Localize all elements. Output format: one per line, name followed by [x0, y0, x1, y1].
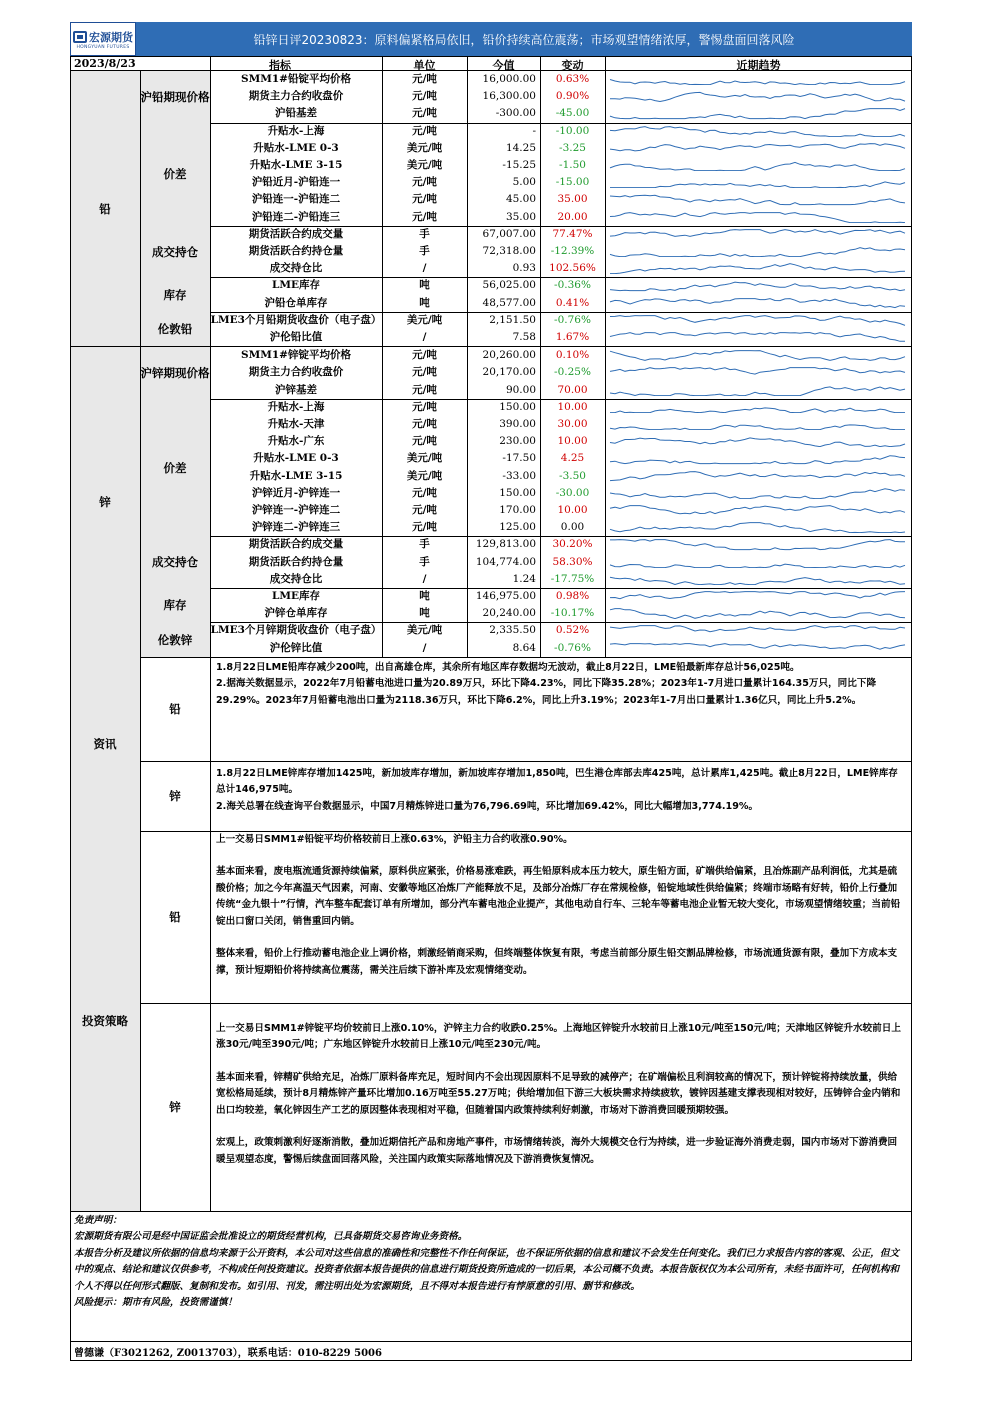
change-value: 0.00 — [560, 521, 585, 534]
current-value: 20,170.00 — [482, 366, 536, 379]
trend-sparkline — [609, 212, 906, 223]
row-divider — [70, 1341, 912, 1342]
change-value: 10.00 — [557, 435, 588, 448]
indicator-name: 沪铅连一-沪铅连二 — [251, 193, 341, 206]
unit-value: 手 — [419, 245, 430, 257]
current-value: 72,318.00 — [482, 245, 536, 257]
group-label: 价差 — [163, 167, 187, 182]
unit-value: 元/吨 — [412, 90, 437, 103]
current-value: 16,300.00 — [482, 90, 536, 103]
group-label: 成交持仓 — [152, 244, 198, 259]
current-value: 2,335.50 — [489, 624, 536, 637]
indicator-name: 成交持仓比 — [269, 262, 323, 275]
trend-sparkline — [609, 385, 906, 396]
trend-sparkline — [609, 74, 906, 85]
unit-value: 吨 — [419, 296, 430, 309]
unit-value: 吨 — [419, 279, 430, 292]
indicator-name: 升贴水-LME 0-3 — [253, 141, 339, 154]
strategy-zinc-text — [216, 1021, 904, 1185]
header-unit: 单位 — [413, 59, 436, 72]
current-value: 5.00 — [512, 176, 536, 189]
unit-value: / — [422, 331, 427, 343]
current-value: 48,577.00 — [482, 296, 536, 309]
current-value: -300.00 — [495, 107, 536, 120]
disclaimer-line: 本报告分析及建议所依据的信息均来源于公开资料，本公司对这些信息的准确性和完整性不作任何保证，也不保证所依据的信息和建议不会发生任何变化。我们已力求报告内容的客观、公正，但文中的观点、结论和建议仅供参考，不构成任何投资建议。投资者依据本报告提供的信息进行期货投资所造成的一切后果，本公司概不负责。本报告版权仅为本公司所有，未经书面许可，任何机构和个人不得以任何形式翻版、复制和发布。如引用、刊发，需注明出处为宏源期货，且不得对本报告进行有悖原意的引用、删节和修改。 — [74, 1247, 900, 1292]
news-lead-text — [216, 660, 904, 710]
col-divider — [210, 71, 211, 346]
report-title: 铅锌日评20230823：原料偏紧格局依旧，铅价持续高位震荡；市场观望情绪浓厚，警惕盘面回落风险 — [136, 22, 912, 56]
current-value: 8.64 — [512, 641, 536, 654]
indicator-name: LME3个月锌期货收盘价（电子盘） — [210, 624, 382, 637]
indicator-name: SMM1#铅锭平均价格 — [241, 73, 351, 85]
current-value: 0.93 — [512, 262, 536, 275]
trend-sparkline — [609, 488, 906, 499]
current-value: 125.00 — [499, 521, 536, 534]
unit-value: 美元/吨 — [406, 159, 443, 171]
unit-value: 元/吨 — [412, 73, 437, 85]
current-value: 129,813.00 — [475, 538, 536, 551]
disclaimer-line: 风险提示：期市有风险，投资需谨慎！ — [74, 1297, 238, 1309]
disclaimer-title: 免责声明： — [74, 1214, 122, 1226]
indicator-name: LME库存 — [271, 279, 320, 292]
header-trend: 近期趋势 — [736, 59, 781, 72]
trend-sparkline — [609, 177, 906, 188]
group-label: 库存 — [163, 287, 187, 302]
unit-value: 元/吨 — [412, 400, 437, 413]
current-value: 7.58 — [512, 331, 536, 343]
current-value: 90.00 — [505, 383, 536, 396]
strategy-lead-text — [216, 832, 904, 996]
news-zinc-label: 锌 — [169, 788, 181, 803]
current-value: 20,260.00 — [482, 349, 536, 362]
disclaimer-block — [74, 1213, 906, 1312]
news-zinc-text — [216, 766, 904, 816]
change-value: 0.52% — [555, 624, 590, 637]
change-value: 20.00 — [557, 210, 588, 223]
indicator-name: SMM1#锌锭平均价格 — [241, 349, 351, 362]
current-value: 230.00 — [499, 435, 536, 448]
trend-sparkline — [609, 574, 906, 585]
change-value: -0.76% — [554, 641, 591, 654]
trend-sparkline — [609, 419, 906, 430]
unit-value: 元/吨 — [412, 366, 437, 379]
change-value: 35.00 — [557, 193, 588, 206]
trend-sparkline — [609, 608, 906, 619]
indicator-name: 期货活跃合约持仓量 — [248, 245, 344, 257]
indicator-name: 期货主力合约收盘价 — [248, 366, 344, 379]
current-value: 2,151.50 — [489, 313, 536, 326]
trend-sparkline — [609, 280, 906, 291]
change-value: 4.25 — [560, 452, 585, 465]
unit-value: 元/吨 — [412, 435, 437, 448]
indicator-name: 升贴水-上海 — [267, 400, 325, 413]
group-label: 伦敦铅 — [157, 321, 193, 336]
trend-sparkline — [609, 229, 906, 240]
current-value: 35.00 — [505, 210, 536, 223]
indicator-name: 沪锌仓单库存 — [264, 607, 328, 620]
trend-sparkline — [609, 332, 906, 343]
trend-sparkline — [609, 246, 906, 257]
unit-value: 美元/吨 — [406, 141, 443, 154]
change-value: -45.00 — [555, 107, 590, 120]
analyst-contact: 曾德谦（F3021262, Z0013703），联系电话：010-8229 5006 — [74, 1347, 382, 1359]
col-divider — [210, 56, 211, 70]
change-value: -12.39% — [550, 245, 595, 257]
news-lead-label: 铅 — [169, 701, 181, 716]
indicator-name: 沪伦铅比值 — [269, 331, 323, 343]
unit-value: 元/吨 — [412, 210, 437, 223]
current-value: - — [532, 124, 536, 137]
unit-value: 元/吨 — [412, 107, 437, 120]
header-change: 变动 — [561, 59, 584, 72]
change-value: 0.41% — [555, 296, 590, 309]
col-divider — [140, 831, 141, 1211]
trend-sparkline — [609, 350, 906, 361]
trend-sparkline — [609, 143, 906, 154]
change-value: -0.36% — [554, 279, 591, 292]
col-divider — [210, 347, 211, 657]
indicator-name: 沪铅近月-沪铅连一 — [251, 176, 341, 189]
change-value: 0.10% — [555, 349, 590, 362]
col-divider — [605, 56, 606, 657]
strategy-label: 投资策略 — [82, 1013, 128, 1028]
change-value: 1.67% — [555, 331, 590, 343]
unit-value: 吨 — [419, 607, 430, 620]
indicator-name: 期货活跃合约成交量 — [248, 227, 344, 240]
indicator-name: 沪锌近月-沪锌连一 — [251, 486, 341, 499]
col-divider — [140, 347, 141, 657]
unit-value: 元/吨 — [412, 176, 437, 189]
unit-value: 美元/吨 — [406, 624, 443, 637]
change-value: 0.90% — [555, 90, 590, 103]
trend-sparkline — [609, 557, 906, 568]
strategy-lead-para: 上一交易日SMM1#铅锭平均价格较前日上涨0.63%，沪铅主力合约收涨0.90%。 — [216, 833, 573, 845]
unit-value: 手 — [419, 227, 430, 240]
trend-sparkline — [609, 522, 906, 533]
change-value: -10.17% — [550, 607, 595, 620]
trend-sparkline — [609, 505, 906, 516]
logo-en-text: HONGYUAN FUTURES — [76, 44, 130, 50]
row-divider — [70, 1211, 912, 1212]
company-logo — [70, 22, 136, 56]
indicator-name: 升贴水-上海 — [267, 124, 325, 137]
trend-sparkline — [609, 160, 906, 171]
indicator-name: 升贴水-LME 3-15 — [249, 159, 343, 171]
indicator-name: LME库存 — [271, 590, 320, 602]
change-value: 102.56% — [549, 262, 596, 275]
change-value: -17.75% — [550, 572, 595, 585]
col-divider — [382, 56, 383, 657]
trend-sparkline — [609, 91, 906, 102]
trend-sparkline — [609, 402, 906, 413]
header-value: 今值 — [492, 59, 515, 72]
current-value: 56,025.00 — [482, 279, 536, 292]
group-label: 沪锌期现价格 — [140, 365, 210, 380]
trend-sparkline — [609, 315, 906, 326]
trend-sparkline — [609, 625, 906, 636]
strategy-zinc-para: 上一交易日SMM1#锌锭平均价较前日上涨0.10%，沪锌主力合约收跌0.25%。上海地区锌锭升水较前日上涨10元/吨至150元/吨；天津地区锌锭升水较前日上涨30元/吨至390元/吨；广东地区锌锭升水较前日上涨10元/吨至230元/吨。 — [216, 1022, 901, 1051]
unit-value: / — [422, 262, 427, 275]
section-label: 锌 — [99, 494, 111, 509]
unit-value: 手 — [419, 555, 430, 568]
unit-value: 元/吨 — [412, 349, 437, 362]
strategy-lead-label: 铅 — [169, 909, 181, 924]
change-value: 0.63% — [555, 73, 590, 85]
change-value: -10.00 — [555, 124, 590, 137]
unit-value: 元/吨 — [412, 124, 437, 137]
logo-icon — [73, 31, 87, 43]
current-value: 14.25 — [505, 141, 536, 154]
indicator-name: 沪铅仓单库存 — [264, 296, 328, 309]
header-date: 2023/8/23 — [74, 57, 136, 70]
news-zinc-item: 2.海关总署在线查询平台数据显示，中国7月精炼锌进口量为76,796.69吨，环比增加69.42%，同比大幅增加3,774.19%。 — [216, 800, 759, 812]
col-divider — [540, 56, 541, 657]
report-banner — [70, 22, 912, 56]
trend-sparkline — [609, 194, 906, 205]
unit-value: 元/吨 — [412, 193, 437, 206]
indicator-name: 期货活跃合约持仓量 — [248, 555, 344, 568]
indicator-name: 沪锌基差 — [275, 383, 317, 396]
change-value: -1.50 — [559, 159, 586, 171]
indicator-name: 沪伦锌比值 — [269, 641, 323, 654]
current-value: 170.00 — [499, 504, 536, 516]
indicator-name: 升贴水-LME 3-15 — [249, 469, 343, 482]
change-value: 58.30% — [552, 555, 593, 568]
group-label: 价差 — [163, 460, 187, 475]
change-value: 30.00 — [557, 418, 588, 430]
change-value: 70.00 — [557, 383, 588, 396]
unit-value: / — [422, 641, 427, 654]
trend-sparkline — [609, 539, 906, 550]
row-divider — [140, 761, 912, 762]
report-page — [70, 22, 912, 1364]
group-label: 沪铅期现价格 — [140, 89, 210, 104]
trend-sparkline — [609, 436, 906, 447]
current-value: -33.00 — [502, 469, 536, 482]
unit-value: 元/吨 — [412, 521, 437, 534]
current-value: 45.00 — [505, 193, 536, 206]
change-value: 10.00 — [557, 504, 588, 516]
col-divider — [140, 657, 141, 831]
group-label: 库存 — [163, 598, 187, 613]
col-divider — [140, 71, 141, 346]
section-label: 铅 — [99, 201, 111, 216]
trend-sparkline — [609, 263, 906, 274]
unit-value: 美元/吨 — [406, 469, 443, 482]
strategy-zinc-para: 宏观上，政策刺激利好逐渐消散，叠加近期信托产品和房地产事件，市场情绪转淡，海外大规模交仓行为持续，进一步验证海外消费走弱，国内市场对下游消费回暖呈观望态度，警惕后续盘面回落风险，关注国内政策实际落地情况及下游消费恢复情况。 — [216, 1137, 898, 1165]
trend-sparkline — [609, 126, 906, 137]
logo-cn-text: 宏源期货 — [89, 30, 133, 44]
current-value: 20,240.00 — [482, 607, 536, 620]
row-divider — [140, 1003, 912, 1004]
current-value: 390.00 — [499, 418, 536, 430]
trend-sparkline — [609, 108, 906, 119]
indicator-name: 期货活跃合约成交量 — [248, 538, 344, 551]
header-indicator: 指标 — [269, 59, 291, 72]
unit-value: 手 — [419, 538, 430, 551]
current-value: -15.25 — [502, 159, 536, 171]
indicator-name: 沪锌连二-沪锌连三 — [251, 521, 341, 534]
current-value: 16,000.00 — [482, 73, 536, 85]
current-value: 146,975.00 — [475, 590, 536, 602]
change-value: -0.25% — [554, 366, 591, 379]
unit-value: / — [422, 572, 427, 585]
indicator-name: 沪锌连一-沪锌连二 — [251, 504, 341, 516]
unit-value: 美元/吨 — [406, 313, 443, 326]
unit-value: 元/吨 — [412, 418, 437, 430]
current-value: 150.00 — [499, 400, 536, 413]
indicator-name: 升贴水-广东 — [267, 435, 325, 448]
indicator-name: 升贴水-LME 0-3 — [253, 452, 339, 465]
unit-value: 元/吨 — [412, 383, 437, 396]
col-divider — [210, 831, 211, 1211]
change-value: -0.76% — [554, 313, 591, 326]
strategy-zinc-label: 锌 — [169, 1099, 181, 1114]
unit-value: 元/吨 — [412, 486, 437, 499]
news-lead-item: 1.8月22日LME铅库存减少200吨，出自高雄仓库，其余所有地区库存数据均无波动，截止8月22日，LME铅最新库存总计56,025吨。 — [216, 661, 800, 673]
strategy-lead-para: 基本面来看，废电瓶流通货源持续偏紧，原料供应紧张，价格易涨难跌，再生铅原料成本压力较大，原生铅方面，矿端供给偏紧，且冶炼副产品利润低，尤其是硫酸价格；加之今年高温天气因素，河南、安徽等地区冶炼厂产能释放不足，及部分冶炼厂存在常规检修，铅锭地域性供给偏紧；终端市场略有好转，铅价上行叠加传统“金九银十”行情，汽车整车配套订单有所增加，部分汽车蓄电池企业提产，其他电动自行车、三轮车等蓄电池企业暂无较大变化，市场观望情绪较重；当前铅锭出口窗口关闭，销售重回内销。 — [216, 866, 901, 927]
indicator-name: 沪铅基差 — [275, 107, 317, 120]
trend-sparkline — [609, 367, 906, 378]
disclaimer-line: 宏源期货有限公司是经中国证监会批准设立的期货经营机构，已具备期货交易咨询业务资格。 — [74, 1231, 468, 1243]
unit-value: 美元/吨 — [406, 452, 443, 465]
indicator-name: 成交持仓比 — [269, 572, 323, 585]
current-value: 104,774.00 — [475, 555, 536, 568]
unit-value: 元/吨 — [412, 504, 437, 516]
group-label: 成交持仓 — [152, 555, 198, 570]
strategy-zinc-para: 基本面来看，锌精矿供给充足，冶炼厂原料备库充足，短时间内不会出现因原料不足导致的减停产；在矿端偏松且利润较高的情况下，预计锌锭将持续放量，供给宽松格局延续，预计8月精炼锌产量环比增加0.16万吨至55.27万吨；供给增加但下游三大板块需求持续疲软，镀锌因基建支撑表现相对较好，压铸锌合金内销和出口均较差，氧化锌因生产工艺的原因整体表现相对平稳，但随着国内政策持续利好刺激，市场对下游消费回暖预期较强。 — [216, 1071, 901, 1116]
current-value: 150.00 — [499, 486, 536, 499]
change-value: 77.47% — [552, 227, 593, 240]
change-value: 0.98% — [555, 590, 590, 602]
change-value: -15.00 — [555, 176, 590, 189]
col-divider — [467, 56, 468, 657]
news-label: 资讯 — [93, 736, 117, 751]
change-value: -3.25 — [559, 141, 586, 154]
indicator-name: 期货主力合约收盘价 — [248, 90, 344, 103]
change-value: 30.20% — [552, 538, 593, 551]
change-value: -3.50 — [559, 469, 586, 482]
trend-sparkline — [609, 298, 906, 309]
change-value: -30.00 — [555, 486, 590, 499]
change-value: 10.00 — [557, 400, 588, 413]
indicator-name: 沪铅连二-沪铅连三 — [251, 210, 341, 223]
indicator-name: 升贴水-天津 — [267, 418, 325, 430]
current-value: -17.50 — [502, 452, 536, 465]
strategy-lead-para: 整体来看，铅价上行推动蓄电池企业上调价格，刺激经销商采购，但终端整体恢复有限，考虑当前部分原生铅交割品牌检修，市场流通货源有限，叠加下方成本支撑，预计短期铅价将持续高位震荡，需关注后续下游补库及宏观情绪变动。 — [216, 948, 898, 976]
trend-sparkline — [609, 471, 906, 482]
col-divider — [210, 657, 211, 831]
news-lead-item: 2.据海关数据显示，2022年7月铅蓄电池进口量为20.89万只，环比下降4.23%，同比下降35.28%；2023年1-7月进口量累计164.35万只，同比下降29.29%。2023年7月铅蓄电池出口量为2118.36万只，环比下降6.2%，同比上升3.19%；2023年1-7月出口量累计1.36亿只，同比上升5.2%。 — [216, 678, 877, 706]
indicator-name: LME3个月铅期货收盘价（电子盘） — [210, 313, 382, 326]
news-zinc-item: 1.8月22日LME锌库存增加1425吨，新加坡库存增加，新加坡库存增加1,850吨，巴生港仓库部去库425吨，总计累库1,425吨。截止8月22日，LME锌库存总计146,975吨。 — [216, 767, 898, 796]
current-value: 1.24 — [512, 572, 536, 585]
trend-sparkline — [609, 453, 906, 464]
trend-sparkline — [609, 591, 906, 602]
trend-sparkline — [609, 643, 906, 654]
group-label: 伦敦锌 — [157, 632, 193, 647]
current-value: 67,007.00 — [482, 227, 536, 240]
unit-value: 吨 — [419, 590, 430, 602]
